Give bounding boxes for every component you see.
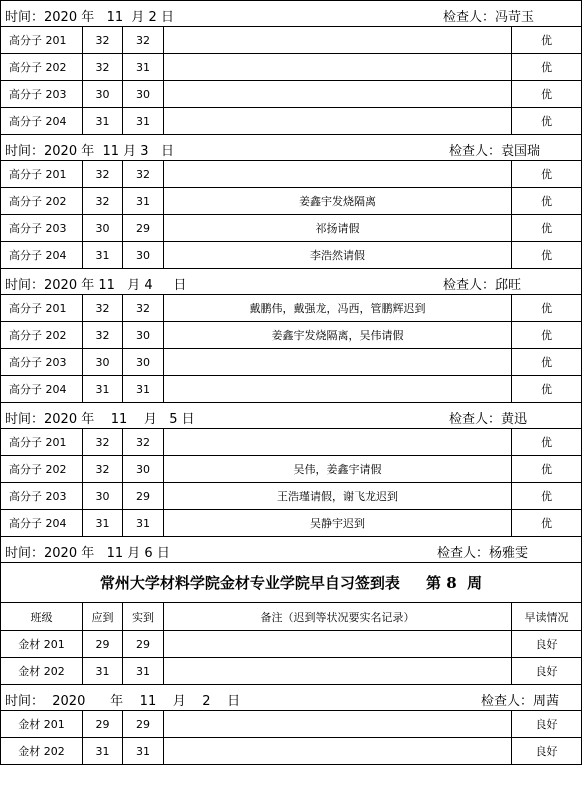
section-header (0, 1, 582, 27)
col-actual: 实到 (123, 603, 164, 630)
due-cell: 31 (83, 658, 123, 684)
grade-cell: 优 (512, 215, 582, 241)
note-cell: 李浩然请假 (164, 242, 512, 268)
class-cell: 高分子 201 (1, 429, 83, 455)
table-row (0, 429, 582, 456)
grade-cell: 优 (512, 349, 582, 375)
note-cell: 吴静宇迟到 (164, 510, 512, 536)
section-header (0, 135, 582, 161)
inspector-label: 检查人：袁国瑞 (449, 144, 541, 159)
table-row (0, 108, 582, 135)
note-cell: 吴伟，姜鑫宇请假 (164, 456, 512, 482)
table-row (0, 242, 582, 269)
grade-cell: 优 (512, 456, 582, 482)
class-cell: 金材 202 (1, 738, 83, 764)
table-row (0, 349, 582, 376)
actual-cell: 29 (123, 483, 164, 509)
actual-cell: 31 (123, 108, 164, 134)
grade-cell: 优 (512, 242, 582, 268)
column-header-row (0, 603, 582, 631)
note-cell (164, 108, 512, 134)
class-cell: 高分子 201 (1, 295, 83, 321)
grade-cell: 良好 (512, 711, 582, 737)
table-row (0, 54, 582, 81)
grade-cell: 优 (512, 295, 582, 321)
date-label: 时间：2020 年 11 月 6 日 (5, 546, 170, 561)
class-cell: 高分子 203 (1, 483, 83, 509)
due-cell: 31 (83, 510, 123, 536)
due-cell: 30 (83, 483, 123, 509)
note-cell: 姜鑫宇发烧隔离，吴伟请假 (164, 322, 512, 348)
note-cell: 王浩瑾请假，谢飞龙迟到 (164, 483, 512, 509)
due-cell: 32 (83, 322, 123, 348)
inspector-label: 检查人：黄迅 (449, 412, 528, 427)
inspector-label: 检查人：冯苛玉 (443, 10, 535, 25)
inspector-label: 检查人：杨雅雯 (437, 546, 529, 561)
grade-cell: 优 (512, 510, 582, 536)
actual-cell: 32 (123, 161, 164, 187)
class-cell: 高分子 203 (1, 349, 83, 375)
inspector-label: 检查人：周茜 (481, 694, 560, 709)
grade-cell: 良好 (512, 631, 582, 657)
note-cell: 戴鹏伟，戴强龙，冯西，管鹏辉迟到 (164, 295, 512, 321)
due-cell: 32 (83, 295, 123, 321)
due-cell: 32 (83, 456, 123, 482)
actual-cell: 30 (123, 322, 164, 348)
actual-cell: 31 (123, 54, 164, 80)
col-grade: 早读情况 (512, 603, 582, 630)
class-cell: 高分子 201 (1, 27, 83, 53)
due-cell: 30 (83, 81, 123, 107)
due-cell: 30 (83, 215, 123, 241)
actual-cell: 32 (123, 429, 164, 455)
table-row (0, 738, 582, 765)
table-row (0, 658, 582, 685)
note-cell (164, 429, 512, 455)
inspector-label: 检查人：邱旺 (443, 278, 522, 293)
actual-cell: 29 (123, 711, 164, 737)
actual-cell: 30 (123, 349, 164, 375)
table-row (0, 161, 582, 188)
date-label: 时间：2020 年 11 月 2 日 (5, 10, 174, 25)
sheet-title (0, 563, 582, 603)
due-cell: 31 (83, 376, 123, 402)
table-row (0, 510, 582, 537)
actual-cell: 31 (123, 188, 164, 214)
actual-cell: 32 (123, 27, 164, 53)
table-row (0, 215, 582, 242)
actual-cell: 31 (123, 376, 164, 402)
class-cell: 金材 201 (1, 711, 83, 737)
date-label: 时间：2020 年 11 月 4 日 (5, 278, 187, 293)
note-cell (164, 711, 512, 737)
note-cell: 姜鑫宇发烧隔离 (164, 188, 512, 214)
section-header (0, 685, 582, 711)
due-cell: 32 (83, 188, 123, 214)
date-label: 时间：2020 年 11 月 3 日 (5, 144, 174, 159)
due-cell: 30 (83, 349, 123, 375)
class-cell: 高分子 204 (1, 510, 83, 536)
col-due: 应到 (83, 603, 123, 630)
class-cell: 高分子 204 (1, 376, 83, 402)
grade-cell: 优 (512, 483, 582, 509)
grade-cell: 良好 (512, 738, 582, 764)
actual-cell: 29 (123, 631, 164, 657)
note-cell (164, 27, 512, 53)
note-cell (164, 738, 512, 764)
section-header (0, 537, 582, 563)
note-cell (164, 349, 512, 375)
class-cell: 高分子 203 (1, 81, 83, 107)
table-row (0, 456, 582, 483)
date-label: 时间： 2020 年 11 月 2 日 (5, 694, 241, 709)
table-row (0, 81, 582, 108)
class-cell: 高分子 202 (1, 54, 83, 80)
grade-cell: 优 (512, 108, 582, 134)
section-header (0, 403, 582, 429)
table-row (0, 188, 582, 215)
grade-cell: 优 (512, 54, 582, 80)
class-cell: 高分子 202 (1, 322, 83, 348)
due-cell: 29 (83, 631, 123, 657)
class-cell: 高分子 203 (1, 215, 83, 241)
table-row (0, 27, 582, 54)
due-cell: 32 (83, 161, 123, 187)
note-cell (164, 54, 512, 80)
note-cell (164, 631, 512, 657)
actual-cell: 32 (123, 295, 164, 321)
section-header (0, 269, 582, 295)
actual-cell: 30 (123, 242, 164, 268)
class-cell: 高分子 202 (1, 188, 83, 214)
grade-cell: 良好 (512, 658, 582, 684)
note-cell (164, 161, 512, 187)
table-row (0, 711, 582, 738)
class-cell: 高分子 204 (1, 242, 83, 268)
due-cell: 32 (83, 429, 123, 455)
actual-cell: 29 (123, 215, 164, 241)
class-cell: 高分子 202 (1, 456, 83, 482)
class-cell: 高分子 201 (1, 161, 83, 187)
due-cell: 31 (83, 242, 123, 268)
grade-cell: 优 (512, 376, 582, 402)
grade-cell: 优 (512, 161, 582, 187)
note-cell (164, 81, 512, 107)
table-row (0, 376, 582, 403)
due-cell: 31 (83, 738, 123, 764)
class-cell: 高分子 204 (1, 108, 83, 134)
due-cell: 31 (83, 108, 123, 134)
table-row (0, 631, 582, 658)
grade-cell: 优 (512, 429, 582, 455)
col-class: 班级 (1, 603, 83, 630)
note-cell: 祁扬请假 (164, 215, 512, 241)
table-row (0, 483, 582, 510)
actual-cell: 31 (123, 738, 164, 764)
grade-cell: 优 (512, 188, 582, 214)
actual-cell: 30 (123, 81, 164, 107)
actual-cell: 30 (123, 456, 164, 482)
date-label: 时间：2020 年 11 月 5 日 (5, 412, 195, 427)
grade-cell: 优 (512, 27, 582, 53)
grade-cell: 优 (512, 322, 582, 348)
due-cell: 32 (83, 27, 123, 53)
col-note: 备注（迟到等状况要实名记录） (164, 603, 512, 630)
sheet-title-text: 常州大学材料学院金材专业学院早自习签到表 第 8 周 (99, 574, 483, 592)
class-cell: 金材 202 (1, 658, 83, 684)
note-cell (164, 376, 512, 402)
due-cell: 32 (83, 54, 123, 80)
class-cell: 金材 201 (1, 631, 83, 657)
due-cell: 29 (83, 711, 123, 737)
actual-cell: 31 (123, 658, 164, 684)
table-row (0, 295, 582, 322)
actual-cell: 31 (123, 510, 164, 536)
note-cell (164, 658, 512, 684)
table-row (0, 322, 582, 349)
grade-cell: 优 (512, 81, 582, 107)
